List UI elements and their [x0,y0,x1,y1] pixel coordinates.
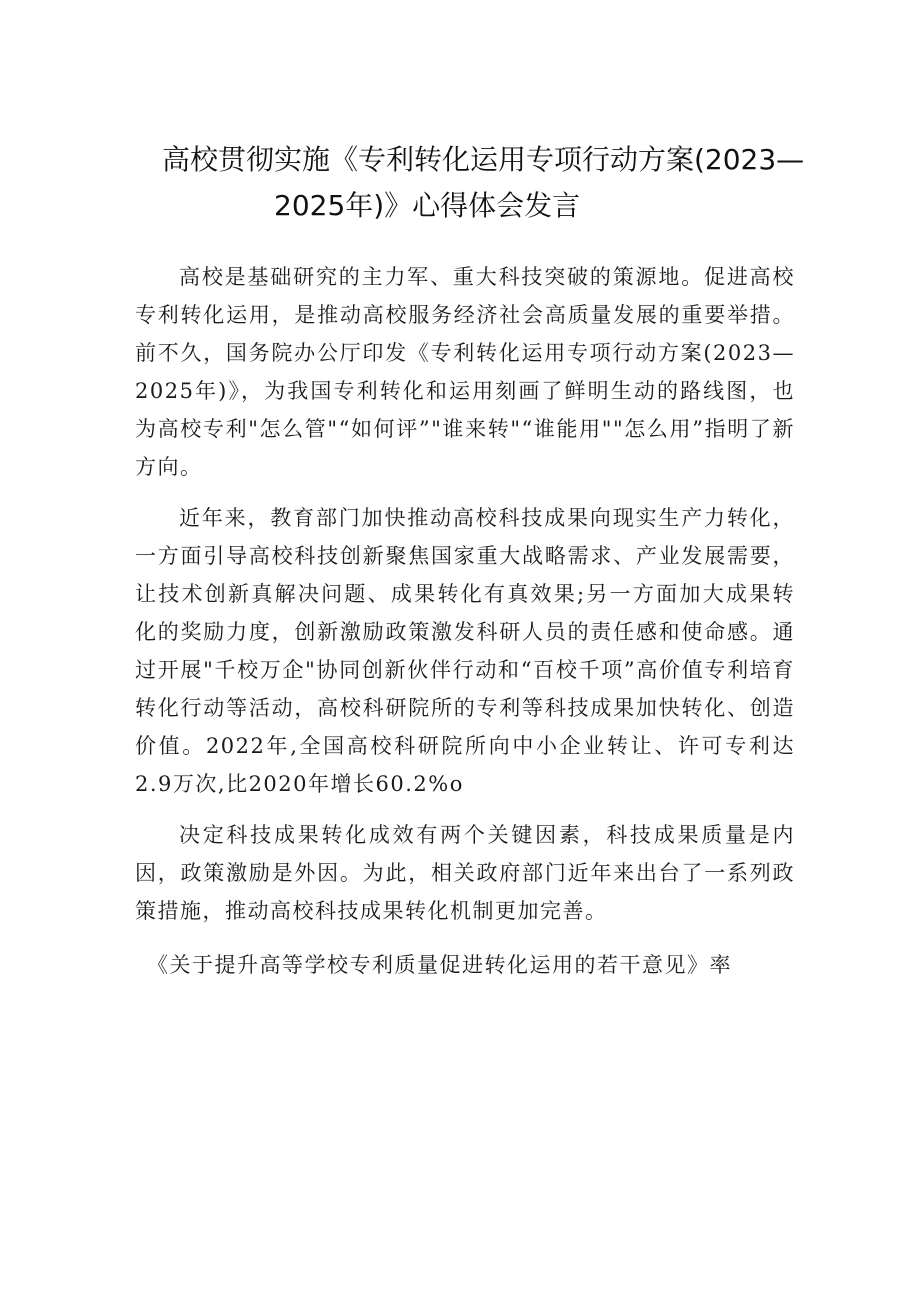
title-line-2: 2025年)》心得体会发言 [274,188,581,222]
title-line-1: 高校贯彻实施《专利转化运用专项行动方案(2023— [162,142,805,176]
document-title [150,137,810,229]
paragraph-key-factors: 决定科技成果转化成效有两个关键因素，科技成果质量是内因，政策激励是外因。为此，相关政府部门近年来出台了一系列政策措施，推动高校科技成果转化机制更加完善。 [135,823,795,923]
paragraph-opinions: 《关于提升高等学校专利质量促进转化运用的若干意见》率 [147,953,732,977]
paragraph-recent-years: 近年来，教育部门加快推动高校科技成果向现实生产力转化，一方面引导高校科技创新聚焦国家重大战略需求、产业发展需要，让技术创新真解决问题、成果转化有真效果;另一方面加大成果转化的奖励力度，创新激励政策激发科研人员的责任感和使命感。通过开展"千校万企"协同创新伙伴行动和“百校千项”高价值专利培育转化行动等活动，高校科研院所的专利等科技成果加快转化、创造价值。2022年,全国高校科研院所向中小企业转让、许可专利达2.9万次,比2020年增长60.2%o [135,506,795,796]
document-body [135,258,795,997]
paragraph-intro: 高校是基础研究的主力军、重大科技突破的策源地。促进高校专利转化运用，是推动高校服务经济社会高质量发展的重要举措。前不久，国务院办公厅印发《专利转化运用专项行动方案(2023—2025年)》，为我国专利转化和运用刻画了鲜明生动的路线图，也为高校专利"怎么管"“如何评”"谁来转"“谁能用""怎么用”指明了新方向。 [135,265,795,479]
